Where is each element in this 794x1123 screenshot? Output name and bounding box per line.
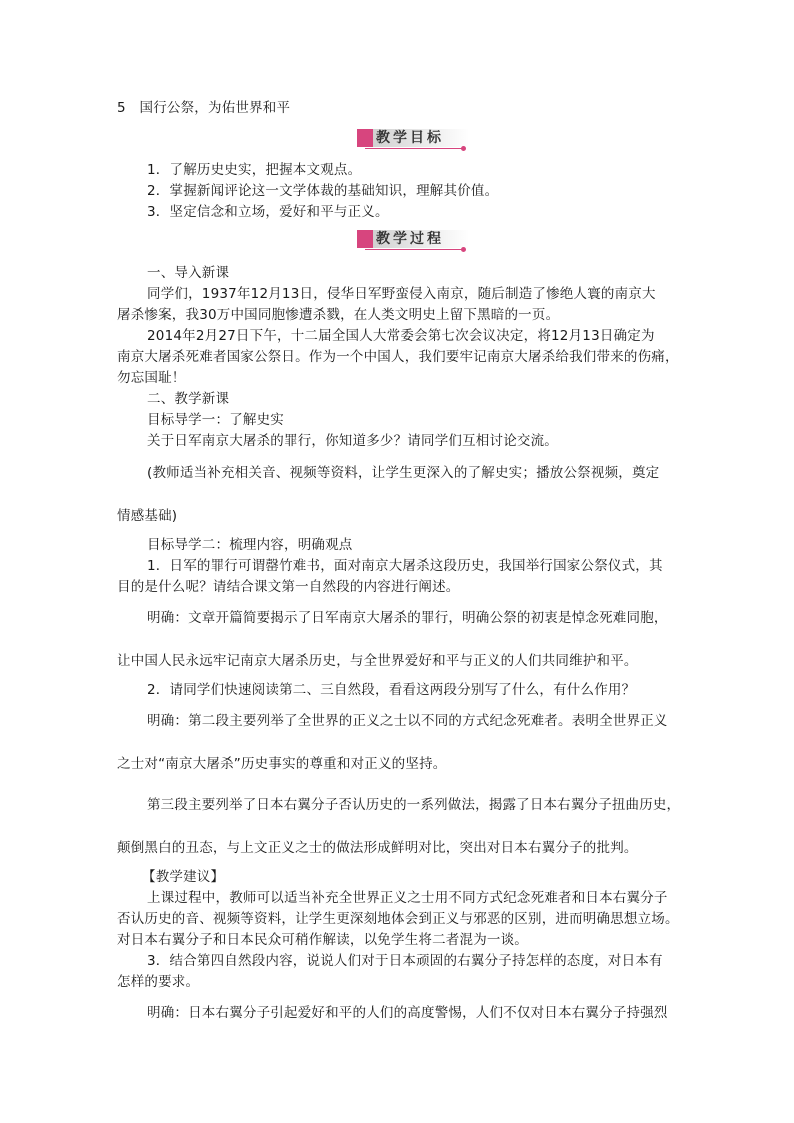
- paragraph-line: 同学们，1937年12月13日，侵华日军野蛮侵入南京，随后制造了惨绝人寰的南京大: [147, 286, 656, 302]
- section-heading: 一、导入新课: [147, 265, 230, 281]
- answer-line: 第三段主要列举了日本右翼分子否认历史的一系列做法，揭露了日本右翼分子扭曲历史，: [147, 797, 681, 813]
- suggestion-heading: 【教学建议】: [142, 869, 225, 885]
- objective-item: 3．坚定信念和立场，爱好和平与正义。: [147, 204, 389, 220]
- answer-line: 颠倒黑白的丑态，与上文正义之士的做法形成鲜明对比，突出对日本右翼分子的批判。: [117, 840, 638, 856]
- paragraph-line: 对日本右翼分子和日本民众可稍作解读，以免学生将二者混为一谈。: [117, 932, 528, 948]
- paragraph-line: 3．结合第四自然段内容，说说人们对于日本顽固的右翼分子持怎样的态度，对日本有: [147, 953, 663, 969]
- section-heading: 二、教学新课: [147, 391, 230, 407]
- header-tab: [357, 129, 373, 147]
- answer-line: 让中国人民永远牢记南京大屠杀历史，与全世界爱好和平与正义的人们共同维护和平。: [117, 653, 638, 669]
- process-header: [357, 230, 469, 250]
- paragraph-line: 关于日军南京大屠杀的罪行，你知道多少？请同学们互相讨论交流。: [147, 433, 558, 449]
- answer-line: 明确：第二段主要列举了全世界的正义之士以不同的方式纪念死难者。表明全世界正义: [147, 713, 668, 729]
- answer-line: 明确：文章开篇简要揭示了日军南京大屠杀的罪行，明确公祭的初衷是悼念死难同胞，: [147, 610, 668, 626]
- objective-item: 1．了解历史史实，把握本文观点。: [147, 162, 362, 178]
- header-dot-icon: [461, 146, 466, 151]
- paragraph-line: (教师适当补充相关音、视频等资料，让学生更深入的了解史实；播放公祭视频，奠定: [147, 465, 660, 481]
- paragraph-line: 屠杀惨案，我30万中国同胞惨遭杀戮，在人类文明史上留下黑暗的一页。: [117, 307, 560, 323]
- process-header-label: 教学过程: [376, 231, 444, 247]
- paragraph-line: 勿忘国耻！: [117, 370, 186, 386]
- answer-line: 之士对“南京大屠杀”历史事实的尊重和对正义的坚持。: [117, 756, 447, 772]
- header-tab: [357, 230, 373, 248]
- paragraph-line: 1．日军的罪行可谓罄竹难书，面对南京大屠杀这段历史，我国举行国家公祭仪式，其: [147, 558, 663, 574]
- paragraph-line: 怎样的要求。: [117, 974, 200, 990]
- header-dot-icon: [461, 247, 466, 252]
- paragraph-line: 南京大屠杀死难者国家公祭日。作为一个中国人，我们要牢记南京大屠杀给我们带来的伤痛，: [117, 349, 679, 365]
- paragraph-line: 情感基础): [117, 508, 178, 524]
- objective-item: 2．掌握新闻评论这一文学体裁的基础知识，理解其价值。: [147, 183, 499, 199]
- objectives-header-label: 教学目标: [376, 130, 444, 146]
- header-underline: [365, 148, 463, 149]
- answer-line: 明确：日本右翼分子引起爱好和平的人们的高度警惕，人们不仅对日本右翼分子持强烈: [147, 1005, 668, 1021]
- guide-heading: 目标导学一：了解史实: [147, 412, 284, 428]
- lesson-title: 5 国行公祭，为佑世界和平: [117, 100, 291, 116]
- objectives-header: [357, 129, 469, 149]
- paragraph-line: 2．请同学们快速阅读第二、三自然段，看看这两段分别写了什么，有什么作用？: [147, 682, 636, 698]
- paragraph-line: 上课过程中，教师可以适当补充全世界正义之士用不同方式纪念死难者和日本右翼分子: [147, 890, 668, 906]
- guide-heading: 目标导学二：梳理内容，明确观点: [147, 537, 353, 553]
- paragraph-line: 否认历史的音、视频等资料，让学生更深刻地体会到正义与邪恶的区别，进而明确思想立场。: [117, 911, 679, 927]
- paragraph-line: 2014年2月27日下午，十二届全国人大常委会第七次会议决定，将12月13日确定为: [147, 328, 655, 344]
- paragraph-line: 目的是什么呢？请结合课文第一自然段的内容进行阐述。: [117, 579, 460, 595]
- header-underline: [365, 249, 463, 250]
